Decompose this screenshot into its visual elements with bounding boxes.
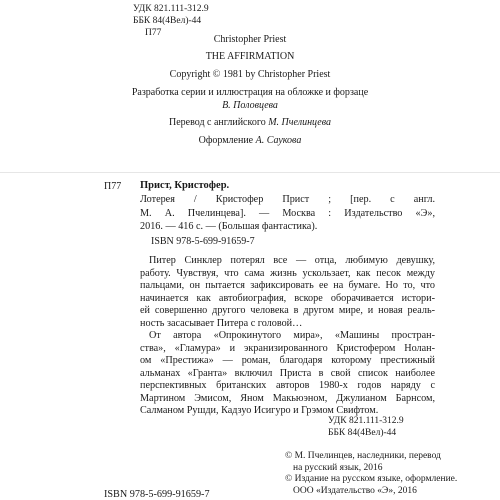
- series-designer: В. Половцева: [222, 100, 278, 111]
- rights-line: © Издание на русском языке, оформление.: [285, 474, 458, 484]
- translation-label: Перевод с английского: [168, 117, 266, 128]
- designer-name: А. Саукова: [255, 135, 302, 146]
- original-author: Christopher Priest: [213, 34, 287, 45]
- bottom-bbk-code: ББК 84(4Вел)-44: [328, 428, 397, 438]
- annotation-line: альманах «Гранта» включил Приста в свой список наиболее: [140, 367, 435, 379]
- translation-credit: [0, 117, 500, 129]
- record-line: 2016. — 416 с. — (Большая фантастика).: [140, 221, 318, 233]
- rights-line: ООО «Издательство «Э», 2016: [293, 485, 417, 496]
- annotation-line: Мартином Эмисом, Яном Макьюэном, Джулианом Барнсом,: [140, 392, 435, 404]
- original-title: THE AFFIRMATION: [205, 51, 295, 62]
- cutter-mark: П77: [145, 28, 162, 38]
- rights-line: на русский язык, 2016: [293, 462, 383, 473]
- record-description: [140, 193, 435, 234]
- udk-code: УДК 821.111-312.9: [133, 4, 209, 14]
- annotation-line: ей совершенно другого человека в другом мире, и новая реаль-: [140, 305, 435, 316]
- rights-notice: [285, 451, 457, 497]
- design-credit: [0, 135, 500, 147]
- bbk-code: ББК 84(4Вел)-44: [133, 16, 202, 26]
- annotation-line: перспективных британских авторов 1980-х годов наряду с: [140, 380, 435, 391]
- annotation-line: пальцами, он пытается зафиксировать ее на бумаге. Но то, что: [140, 280, 435, 291]
- series-design-label: Разработка серии и иллюстрация на обложке и форзаце: [131, 87, 369, 98]
- divider: [0, 172, 500, 173]
- bottom-udk-code: УДК 821.111-312.9: [328, 416, 404, 426]
- design-label: Оформление: [198, 135, 254, 146]
- copyright-line: Copyright © 1981 by Christopher Priest: [169, 69, 331, 80]
- annotation-line: ность засасывает Питера с головой…: [140, 317, 303, 329]
- annotation-paragraph-2: [140, 330, 435, 418]
- annotation-line: От автора «Опрокинутого мира», «Машины простран-: [149, 330, 435, 341]
- record-cutter-mark: П77: [104, 181, 122, 192]
- record-line: Лотерея / Кристофер Прист ; [пер. с англ.: [140, 194, 435, 205]
- annotation-line: ства», «Гламура» и экранизированного Кристофером Нолан-: [140, 342, 435, 354]
- annotation-line: Питер Синклер потерял все — отца, любимую девушку,: [149, 255, 435, 266]
- rights-line: © М. Пчелинцев, наследники, перевод: [285, 451, 441, 461]
- record-isbn: ISBN 978-5-699-91659-7: [151, 236, 255, 247]
- annotation-line: ом «Престижа» — роман, благодаря которому престижный: [140, 355, 435, 366]
- record-heading: Прист, Кристофер.: [140, 180, 230, 191]
- annotation-line: начинается как автобиография, вскоре оборачивается истори-: [140, 292, 435, 304]
- translator-name: М. Пчелинцева: [268, 117, 331, 128]
- footer-isbn: ISBN 978-5-699-91659-7: [104, 489, 210, 500]
- record-line: М. А. Пчелинцева]. — Москва : Издательство «Э»,: [140, 207, 435, 219]
- annotation-line: работу. Чувствуя, что сама жизнь ускользает, как песок между: [140, 267, 435, 279]
- annotation-paragraph-1: [140, 255, 435, 330]
- annotation-line: Салманом Рушди, Кадзуо Исигуро и Грэмом Свифтом.: [140, 405, 379, 416]
